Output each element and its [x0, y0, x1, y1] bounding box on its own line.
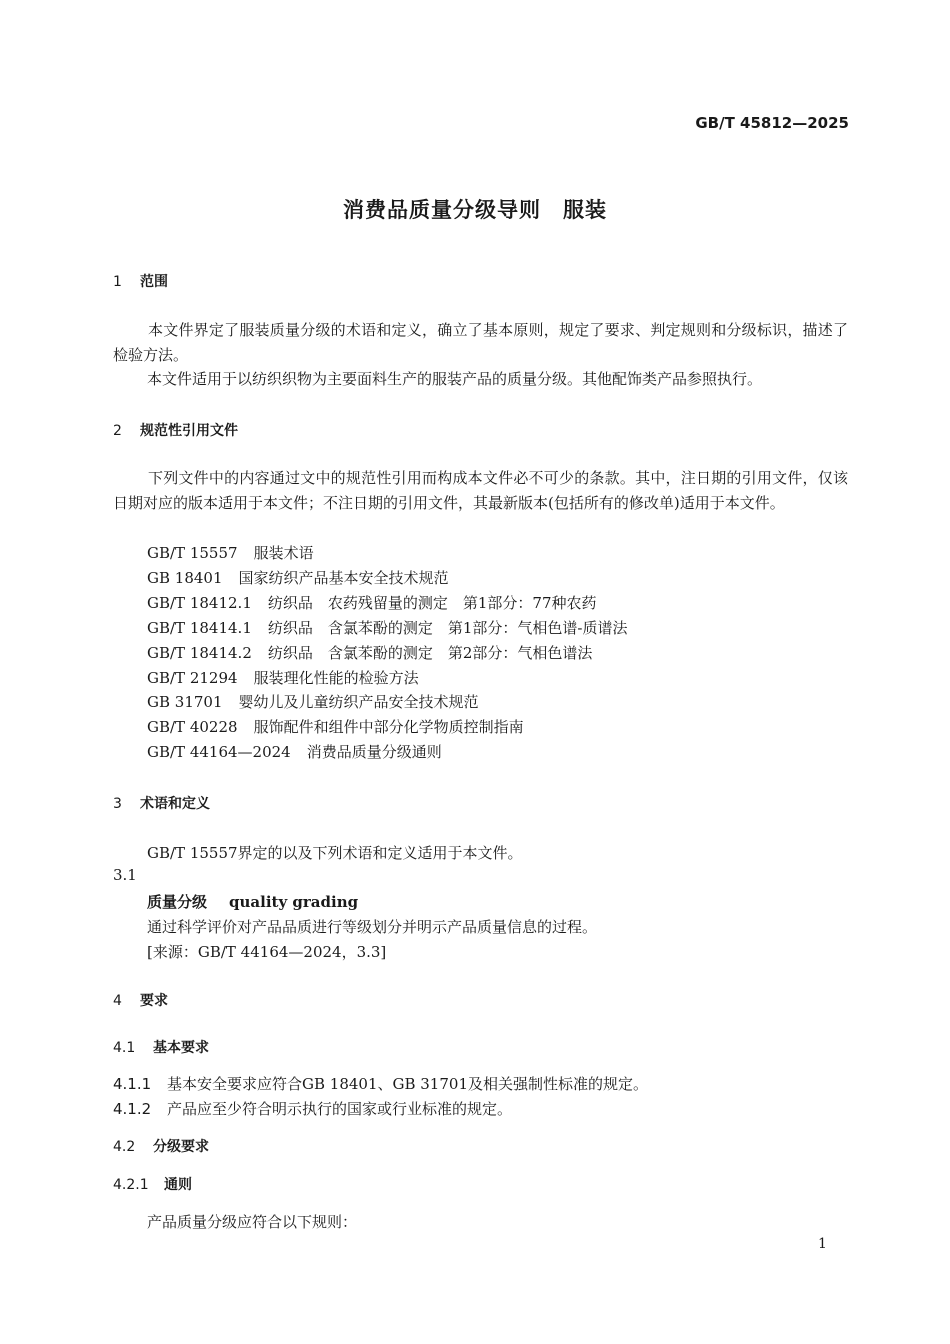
reference-list [147, 541, 628, 765]
reference-item [147, 591, 628, 616]
clause-text: 产品应至少符合明示执行的国家或行业标准的规定。 [167, 1100, 513, 1118]
reference-item [147, 541, 628, 566]
subsection-4-2-heading [113, 1136, 209, 1156]
reference-title: 服饰配件和组件中部分化学物质控制指南 [253, 718, 524, 737]
section-number: 3 [113, 796, 122, 812]
reference-code: GB/T 18414.1 [147, 618, 252, 637]
reference-code: GB/T 44164—2024 [147, 743, 291, 762]
subsection-title: 分级要求 [153, 1139, 209, 1155]
reference-item [147, 740, 628, 765]
section-number: 4 [113, 993, 122, 1009]
clause-4-1-2 [113, 1098, 512, 1119]
clause-4-1-1 [113, 1073, 648, 1094]
scope-paragraph-1: 本文件界定了服装质量分级的术语和定义，确立了基本原则，规定了要求、判定规则和分级标识，描述了检验方法。 [113, 321, 848, 364]
reference-title: 纺织品 含氯苯酚的测定 第2部分：气相色谱法 [267, 643, 593, 662]
page-number: 1 [818, 1236, 827, 1252]
grading-rules-intro: 产品质量分级应符合以下规则： [147, 1213, 358, 1231]
document-title: 消费品质量分级导则 服装 [343, 198, 607, 222]
terms-intro: GB/T 15557界定的以及下列术语和定义适用于本文件。 [147, 844, 523, 862]
section-number: 2 [113, 423, 122, 439]
reference-item [147, 666, 628, 691]
reference-code: GB/T 21294 [147, 668, 238, 687]
subsection-4-2-1-heading [113, 1174, 192, 1194]
term-entry [147, 891, 358, 912]
reference-item [147, 690, 628, 715]
reference-item [147, 641, 628, 666]
term-en: quality grading [229, 893, 359, 911]
section-title: 术语和定义 [140, 796, 210, 812]
term-definition: 通过科学评价对产品品质进行等级划分并明示产品质量信息的过程。 [147, 918, 598, 936]
reference-code: GB/T 18412.1 [147, 593, 252, 612]
section-number: 1 [113, 274, 122, 290]
reference-title: 纺织品 农药残留量的测定 第1部分：77种农药 [267, 593, 597, 612]
subsection-number: 4.1 [113, 1040, 136, 1056]
reference-code: GB/T 15557 [147, 544, 238, 562]
subsection-number: 4.2.1 [113, 1177, 149, 1193]
term-zh: 质量分级 [147, 893, 208, 911]
reference-title: 消费品质量分级通则 [306, 743, 442, 762]
reference-code: GB 31701 [147, 693, 223, 712]
section-4-heading [113, 990, 168, 1010]
scope-paragraph-2: 本文件适用于以纺织织物为主要面料生产的服装产品的质量分级。其他配饰类产品参照执行。 [147, 370, 763, 388]
reference-title: 婴幼儿及儿童纺织产品安全技术规范 [238, 693, 479, 712]
subsection-title: 通则 [164, 1177, 192, 1193]
section-title: 规范性引用文件 [140, 423, 238, 439]
reference-item [147, 616, 628, 641]
reference-item [147, 566, 628, 591]
section-title: 要求 [140, 993, 168, 1009]
normative-references-intro: 下列文件中的内容通过文中的规范性引用而构成本文件必不可少的条款。其中，注日期的引用文件，仅该日期对应的版本适用于本文件；不注日期的引用文件，其最新版本(包括所有的修改单)适用于本文件。 [113, 469, 848, 512]
section-title: 范围 [140, 274, 168, 290]
term-number: 3.1 [113, 866, 137, 884]
reference-title: 服装理化性能的检验方法 [253, 668, 419, 687]
term-source: [来源：GB/T 44164—2024，3.3] [147, 943, 387, 961]
reference-title: 服装术语 [253, 544, 314, 562]
subsection-4-1-heading [113, 1037, 209, 1057]
reference-title: 纺织品 含氯苯酚的测定 第1部分：气相色谱-质谱法 [267, 618, 628, 637]
subsection-title: 基本要求 [153, 1040, 209, 1056]
reference-title: 国家纺织产品基本安全技术规范 [238, 568, 449, 587]
subsection-number: 4.2 [113, 1139, 136, 1155]
clause-text: 基本安全要求应符合GB 18401、GB 31701及相关强制性标准的规定。 [167, 1075, 648, 1093]
reference-code: GB 18401 [147, 568, 223, 587]
reference-item [147, 715, 628, 740]
reference-code: GB/T 40228 [147, 718, 238, 737]
clause-number: 4.1.2 [113, 1100, 152, 1118]
section-3-heading [113, 793, 210, 813]
standard-code: GB/T 45812—2025 [695, 114, 849, 132]
section-1-heading [113, 271, 168, 291]
clause-number: 4.1.1 [113, 1075, 152, 1093]
reference-code: GB/T 18414.2 [147, 643, 252, 662]
section-2-heading [113, 420, 238, 440]
